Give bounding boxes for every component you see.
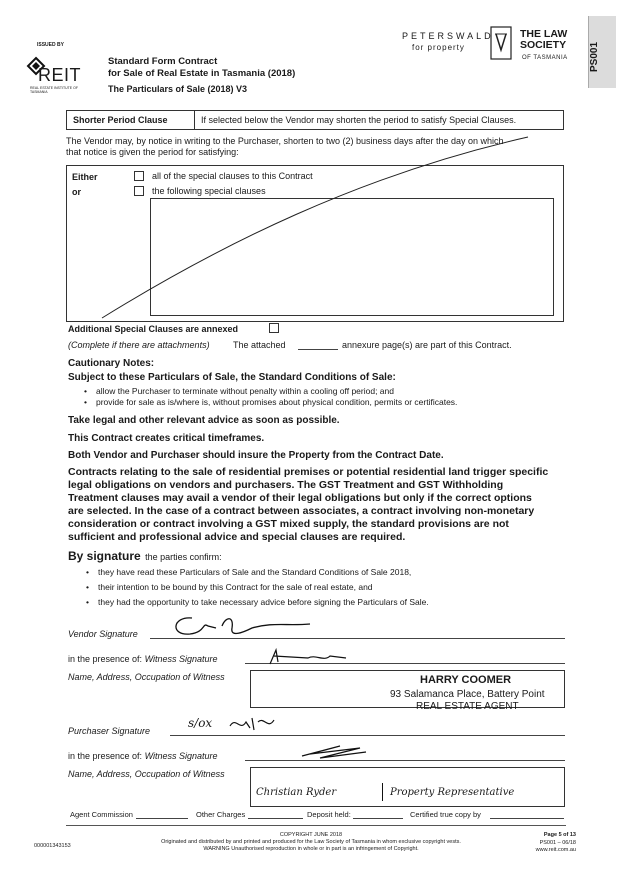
notice-text: The Vendor may, by notice in writing to the Purchaser, shorten to two (2) business days after the day on which that notice is given the period for satisfying:: [66, 136, 504, 157]
list-item: • allow the Purchaser to terminate without penalty within a cooling off period; and: [96, 386, 457, 397]
certified-copy-label: Certified true copy by: [410, 810, 481, 819]
witness1-name: HARRY COOMER: [420, 674, 512, 686]
purchaser-mark: s/ox: [188, 716, 213, 730]
annex-pages-text: annexure page(s) are part of this Contract.: [342, 340, 512, 350]
following-clauses-label: the following special clauses: [152, 186, 266, 196]
witness2-occupation: Property Representative: [390, 787, 515, 798]
vendor-signature-label: Vendor Signature: [68, 629, 138, 639]
document-id: 000001343153: [34, 843, 71, 849]
handwritten-divider: [382, 783, 383, 801]
purchaser-signature-mark: [228, 714, 278, 732]
law-society-logo-icon: [490, 26, 512, 60]
cautionary-subject: Subject to these Particulars of Sale, the Standard Conditions of Sale:: [68, 372, 396, 383]
witness1-signature-mark: [268, 648, 348, 668]
insure-text: Both Vendor and Purchaser should insure the Property from the Contract Date.: [68, 450, 444, 461]
issued-by-label: ISSUED BY: [37, 42, 64, 48]
signature-heading: By signature the parties confirm:: [68, 549, 222, 563]
witness1-details-label: Name, Address, Occupation of Witness: [68, 672, 225, 682]
advice-text: Take legal and other relevant advice as soon as possible.: [68, 415, 340, 426]
website-url: www.reit.com.au: [535, 847, 576, 853]
list-item: • provide for sale as is/where is, without promises about physical condition, permits or certificates.: [96, 397, 457, 408]
shorter-period-label: Shorter Period Clause: [67, 111, 195, 129]
other-charges-label: Other Charges: [196, 810, 246, 819]
form-version: PS001 – 06/18: [539, 839, 576, 846]
agent-commission-label: Agent Commission: [70, 810, 133, 819]
vendor-signature-mark: [172, 612, 312, 642]
purchaser-signature-field[interactable]: [170, 735, 565, 736]
witness2-signature-mark: [300, 744, 370, 760]
law-society-name: THE LAW SOCIETY: [520, 28, 568, 51]
shorter-period-text: If selected below the Vendor may shorten the period to satisfy Special Clauses.: [201, 115, 517, 125]
attached-label: The attached: [233, 340, 286, 350]
or-label: or: [72, 187, 81, 197]
list-item: • their intention to be bound by this Contract for the sale of real estate, and: [98, 580, 429, 595]
annex-checkbox[interactable]: [269, 323, 279, 333]
deposit-held-field[interactable]: [353, 818, 403, 819]
witness2-name: Christian Ryder: [256, 787, 337, 798]
strike-through-line: [100, 135, 530, 320]
annex-label: Additional Special Clauses are annexed: [68, 324, 239, 334]
witness1-occupation: REAL ESTATE AGENT: [416, 701, 519, 712]
agency-tagline: for property: [412, 43, 465, 52]
form-title: Standard Form Contract for Sale of Real Estate in Tasmania (2018): [108, 56, 296, 79]
all-clauses-label: all of the special clauses to this Contract: [152, 171, 313, 181]
copyright-notice: COPYRIGHT JUNE 2018 Originated and distributed by and printed and produced for the Law Society of Tasmania in whom exclusive copyright vests. WARNING Unauthorised reproduction in whole or in part is an infringement of Copyright.: [161, 832, 461, 852]
signature-bullets: [98, 565, 429, 610]
page-number: Page 5 of 13: [543, 832, 576, 838]
agency-name: PETERSWALD: [402, 31, 494, 41]
deposit-held-label: Deposit held:: [307, 810, 351, 819]
witness2-details-label: Name, Address, Occupation of Witness: [68, 769, 225, 779]
certified-copy-field[interactable]: [490, 818, 564, 819]
either-label: Either: [72, 172, 98, 182]
annex-note: (Complete if there are attachments): [68, 340, 210, 350]
footer-divider: [66, 825, 566, 826]
timeframes-text: This Contract creates critical timeframes.: [68, 433, 265, 444]
reit-name: REIT: [38, 65, 82, 85]
annex-pages-input[interactable]: [298, 349, 338, 350]
cautionary-heading: Cautionary Notes:: [68, 358, 155, 369]
list-item: • they had the opportunity to take necessary advice before signing the Particulars of Sale.: [98, 595, 429, 610]
gst-paragraph: Contracts relating to the sale of residential premises or potential residential land trigger specific legal obligations on vendors and purchasers. The GST Treatment and GST Withholding Treatment clauses may avail a vendor of their legal obligations but only if the correct options are selected. In the case of a contract between associates, a contract involving non-monetary consideration or contract involving a GST mixed supply, the standard provisions are not sufficient and professional advice and special clauses are required.: [68, 466, 549, 543]
witness2-signature-field[interactable]: [245, 760, 565, 761]
witness2-presence-label: in the presence of: Witness Signature: [68, 751, 218, 761]
list-item: • they have read these Particulars of Sale and the Standard Conditions of Sale 2018,: [98, 565, 429, 580]
agent-commission-field[interactable]: [136, 818, 188, 819]
shorter-period-box: [66, 110, 564, 130]
purchaser-signature-label: Purchaser Signature: [68, 726, 151, 736]
other-charges-field[interactable]: [248, 818, 303, 819]
witness1-address: 93 Salamanca Place, Battery Point: [390, 689, 545, 700]
page-info: [520, 832, 576, 855]
witness1-presence-label: in the presence of: Witness Signature: [68, 654, 218, 664]
form-subtitle: The Particulars of Sale (2018) V3: [108, 84, 248, 94]
cautionary-bullets: [96, 386, 457, 408]
form-code: PS001: [589, 41, 600, 72]
reit-subtitle: REAL ESTATE INSTITUTE OF TASMANIA: [30, 86, 78, 94]
law-society-subtitle: OF TASMANIA: [522, 55, 568, 61]
